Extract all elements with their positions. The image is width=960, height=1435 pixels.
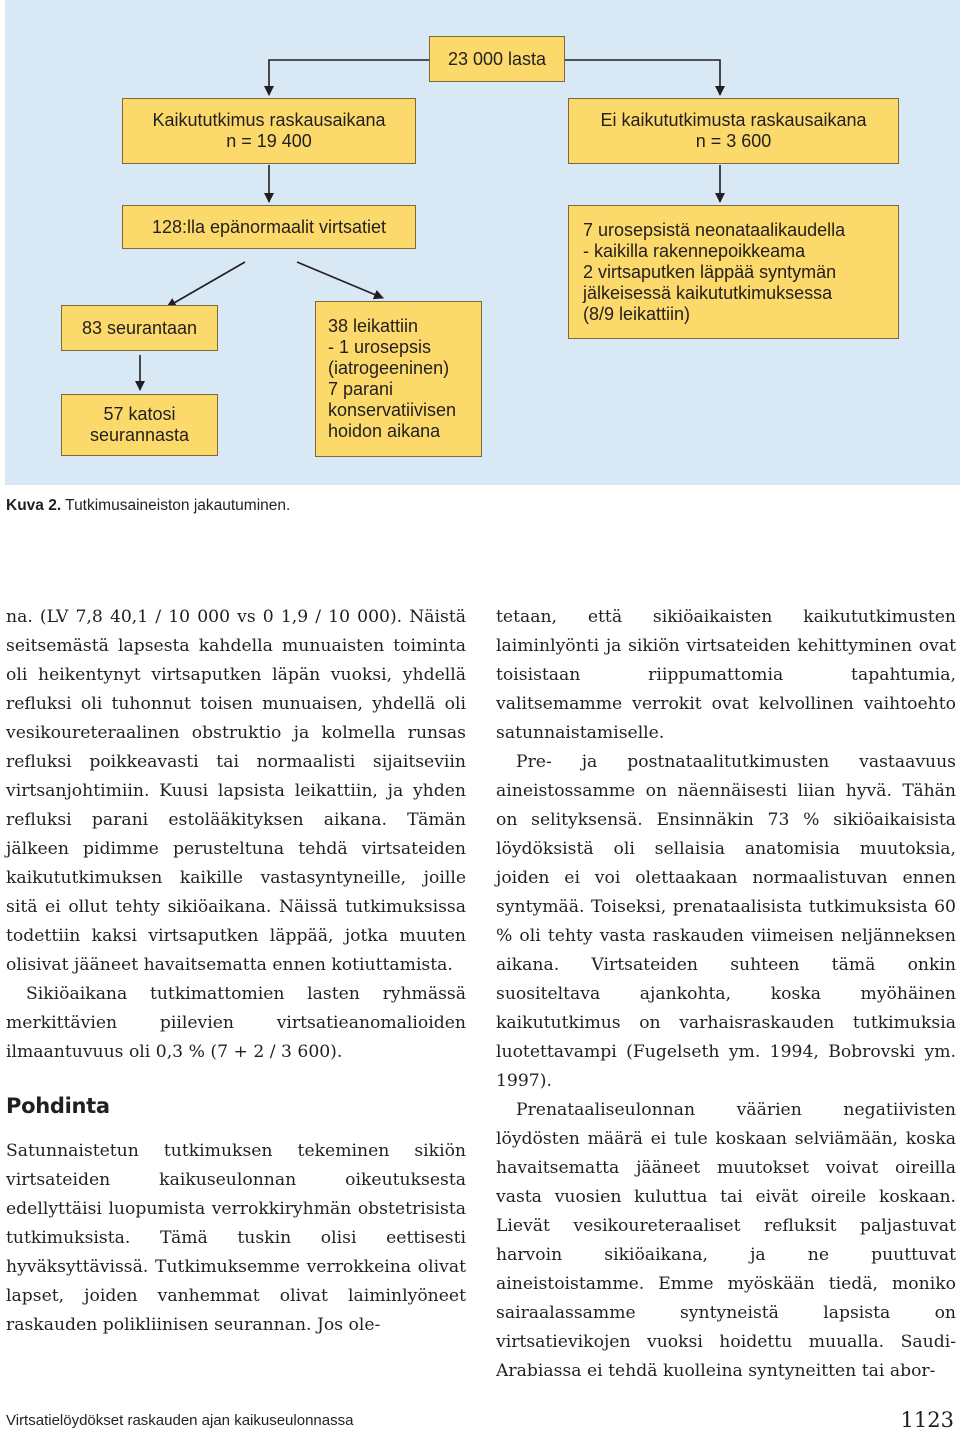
total-children-box [429, 36, 565, 82]
paragraph: Sikiöaikana tutkimattomien lasten ryhmässä merkittävien piilevien virtsatieanomalioiden ilmaantuvuus oli 0,3 % (7 + 2 / 3 600). [6, 984, 466, 1062]
paragraph: na. (LV 7,8 40,1 / 10 000 vs 0 1,9 / 10 000). Näistä seitsemästä lapsesta kahdella munuaisten toiminta oli heikentynyt virtsaputken läpän vuoksi, yhdellä refluksi oli tuhonnut toisen munuaisen, yhdellä oli vesikoureteraalinen obstruktio ja kolmella runsas refluksi poikkeavasti tai normaalisti sijaitseviin virtsanjohtimiin. Kuusi lapsista leikattiin, ja yhden refluksi parani estolääkityksen aikana. Tämän jälkeen pidimme perusteltuna tehdä virtsateiden kaikututkimuksen kaikille vastasyntyneille, joille sitä ei ollut tehty sikiöaikana. Näissä tutkimuksissa todettiin kaksi virtsaputken läppää, jotka muuten olisivat jääneet havaitsematta ennen kotiuttamista. [6, 607, 466, 975]
abnormal-tracts-box [122, 205, 416, 249]
abnormal-line: 128:lla epänormaalit virtsatiet [151, 216, 387, 237]
followup-line: 83 seurantaan [81, 317, 198, 338]
right-column [496, 603, 956, 1386]
lost-line: seurannasta [89, 425, 190, 445]
running-title: Virtsatielöydökset raskauden ajan kaikuseulonnassa [6, 1412, 354, 1429]
left-column [6, 603, 466, 1340]
figure-caption [6, 497, 290, 515]
not-screened-box [568, 98, 899, 164]
operated-line: - 1 urosepsis [328, 337, 432, 357]
operated-line: hoidon aikana [328, 421, 441, 441]
paragraph: Prenataaliseulonnan väärien negatiivisten löydösten määrä ei tule koskaan selviämään, koska havaitsematta jääneet muutokset voivat oireilla vasta vuosien kuluttua tai eivät oireile koskaan. Lievät vesikoureteraaliset refluksit paljastuvat harvoin sikiöaikana, ja ne puuttuvat aineistoistamme. Emme myöskään tiedä, moniko sairaalassamme syntyneistä lapsista on virtsatievikojen vuoksi hoidettu muualla. Saudi-Arabiassa ei tehdä kuolleina syntyneitten tai abor- [496, 1100, 956, 1381]
unscreened-outcome-box [568, 205, 899, 339]
not-screened-line: n = 3 600 [695, 131, 772, 151]
section-heading: Pohdinta [6, 1094, 110, 1118]
paragraph: tetaan, että sikiöaikaisten kaikututkimusten laiminlyönti ja sikiön virtsateiden kehittyminen ovat toisistaan riippumattomia tapahtumia, valitsemamme verrokit ovat kelvollinen vaihtoehto satunnaistamiselle. [496, 607, 956, 743]
operated-line: konservatiivisen [328, 400, 457, 420]
operated-line: 38 leikattiin [328, 316, 419, 336]
lost-line: 57 katosi [103, 404, 176, 424]
unscreened-outcome-line: - kaikilla rakennepoikkeama [583, 240, 806, 261]
page-number: 1123 [900, 1408, 954, 1432]
unscreened-outcome-line: 2 virtsaputken läppää syntymän [583, 261, 837, 282]
followup-box [61, 305, 218, 351]
paragraph: Pre- ja postnataalitutkimusten vastaavuus aineistossamme on näennäisesti liian hyvä. Tähän on selityksensä. Ensinnäkin 73 % sikiöaikaisista löydöksistä oli sellaisia anatomisia muutoksia, joiden ei voi olettaakaan normaalistuvan ennen syntymää. Toiseksi, prenataalisista tutkimuksista 60 % oli tehty vasta raskauden viimeisen neljänneksen aikana. Virtsateiden suhteen tämä onkin suositeltava ajankohta, koska myöhäinen kaikututkimus on varhaisraskauden tutkimuksia luotettavampi (Fugelseth ym. 1994, Bobrovski ym. 1997). [496, 752, 956, 1091]
caption-text: Tutkimusaineiston jakautuminen. [65, 497, 291, 514]
total-line: 23 000 lasta [447, 48, 547, 69]
screened-line: Kaikututkimus raskausaikana [152, 110, 386, 130]
unscreened-outcome-line: (8/9 leikattiin) [583, 303, 691, 324]
paragraph: Satunnaistetun tutkimuksen tekeminen sikiön virtsateiden kaikuseulonnan oikeutuksesta edellyttäisi luopumista verrokkiryhmän obstetrisista tutkimuksista. Tämä tuskin olisi eettisesti hyväksyttävissä. Tutkimuksemme verrokkeina olivat lapset, joiden vanhemmat olivat laiminlyöneet raskauden polikliinisen seurannan. Jos ole- [6, 1141, 466, 1335]
flowchart-figure [5, 0, 960, 485]
caption-label: Kuva 2. [6, 497, 62, 514]
operated-line: 7 parani [328, 379, 394, 399]
operated-box [315, 301, 482, 457]
unscreened-outcome-line: 7 urosepsistä neonataalikaudella [583, 219, 846, 240]
screened-box [122, 98, 416, 164]
screened-line: n = 19 400 [226, 131, 312, 151]
lost-followup-box [61, 394, 218, 456]
unscreened-outcome-line: jälkeisessä kaikututkimuksessa [583, 282, 833, 303]
not-screened-line: Ei kaikututkimusta raskausaikana [600, 110, 867, 130]
operated-line: (iatrogeeninen) [328, 358, 450, 378]
